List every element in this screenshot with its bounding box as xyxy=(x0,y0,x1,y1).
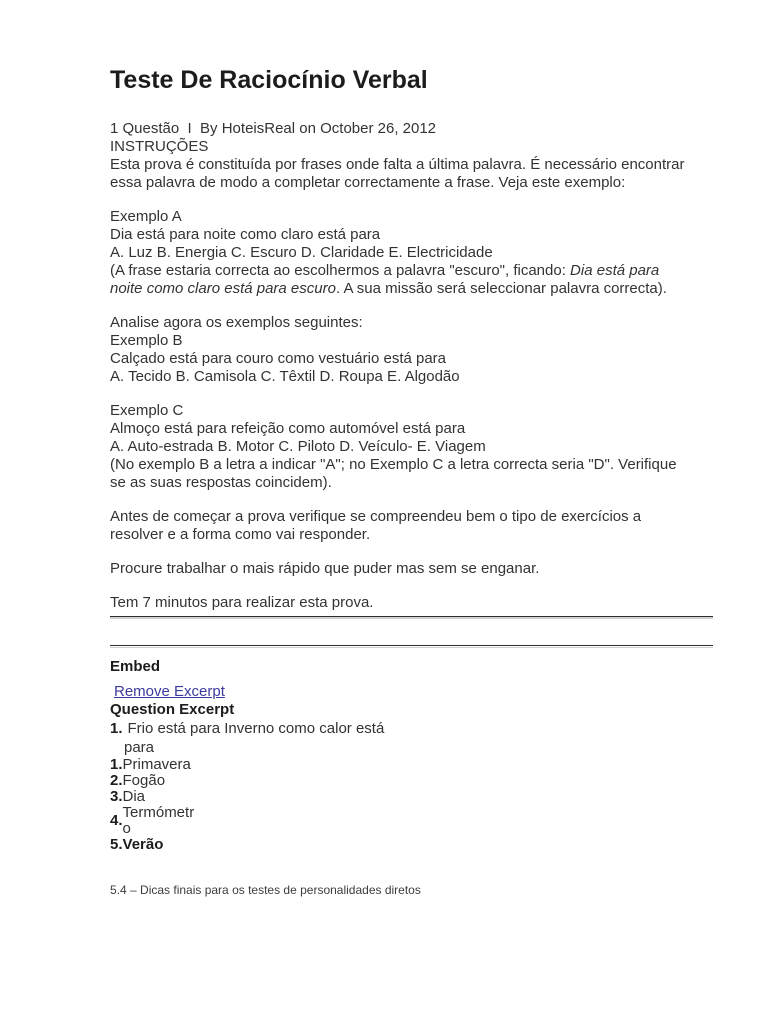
embed-section xyxy=(110,658,713,853)
time-limit-line xyxy=(110,594,713,617)
option-number: 3. xyxy=(110,788,123,805)
option-text-line: o xyxy=(122,820,131,837)
example-a-block xyxy=(110,208,713,298)
footer-note: 5.4 – Dicas finais para os testes de personalidades diretos xyxy=(110,883,421,897)
text-line: Esta prova é constituída por frases onde falta a última palavra. É necessário encontrar xyxy=(110,156,685,173)
example-c-block xyxy=(110,402,713,492)
text-line: Procure trabalhar o mais rápido que puder mas sem se enganar. xyxy=(110,560,540,577)
option-number: 4. xyxy=(110,812,123,829)
text-line: essa palavra de modo a completar correctamente a frase. Veja este exemplo: xyxy=(110,174,626,191)
section-divider xyxy=(110,645,713,646)
example-b-block xyxy=(110,314,713,386)
option-text-line: Termómetr xyxy=(122,804,195,821)
answer-option-2 xyxy=(110,773,713,789)
text-line: A. Tecido B. Camisola C. Têxtil D. Roupa E. Algodão xyxy=(110,368,460,385)
before-start-block xyxy=(110,508,713,544)
text-line: Almoço está para refeição como automóvel está para xyxy=(110,420,466,437)
answer-option-4 xyxy=(110,805,713,837)
text-line: resolver e a forma como vai responder. xyxy=(110,526,371,543)
answer-option-1 xyxy=(110,757,713,773)
instructions-label: INSTRUÇÕES xyxy=(110,138,209,155)
option-text: Verão xyxy=(122,836,164,853)
text-segment-italic: noite como claro está para escuro xyxy=(110,280,336,297)
option-text: Primavera xyxy=(122,756,191,773)
question-excerpt-heading: Question Excerpt xyxy=(110,701,235,718)
option-text xyxy=(123,805,195,837)
text-line xyxy=(110,262,713,280)
text-segment-italic: Dia está para xyxy=(570,262,660,279)
text-line: Analise agora os exemplos seguintes: xyxy=(110,314,363,331)
answer-option-3 xyxy=(110,789,713,805)
option-text: Dia xyxy=(122,788,146,805)
text-line: se as suas respostas coincidem). xyxy=(110,474,332,491)
question-number: 1. xyxy=(110,720,123,737)
question-text-wrap xyxy=(110,738,713,757)
embed-heading: Embed xyxy=(110,658,161,675)
work-fast-block xyxy=(110,560,713,578)
question-text-line: para xyxy=(124,739,155,756)
text-line: A. Luz B. Energia C. Escuro D. Claridade E. Electricidade xyxy=(110,244,493,261)
text-line: Antes de começar a prova verifique se compreendeu bem o tipo de exercícios a xyxy=(110,508,642,525)
option-number: 1. xyxy=(110,756,123,773)
doc-header-block xyxy=(110,120,713,192)
text-line xyxy=(110,280,713,298)
text-line: Calçado está para couro como vestuário está para xyxy=(110,350,447,367)
text-line: Dia está para noite como claro está para xyxy=(110,226,381,243)
text-line: A. Auto-estrada B. Motor C. Piloto D. Veículo- E. Viagem xyxy=(110,438,486,455)
page-title: Teste De Raciocínio Verbal xyxy=(110,66,428,94)
answer-option-5 xyxy=(110,837,713,853)
example-a-heading: Exemplo A xyxy=(110,208,182,225)
doc-byline: 1 Questão I By HoteisReal on October 26, 2012 xyxy=(110,120,437,137)
option-text: Fogão xyxy=(122,772,166,789)
question-text xyxy=(110,719,713,738)
remove-excerpt-link[interactable]: Remove Excerpt xyxy=(114,683,225,700)
option-number: 5. xyxy=(110,836,123,853)
example-b-heading: Exemplo B xyxy=(110,332,183,349)
text-line: Tem 7 minutos para realizar esta prova. xyxy=(110,594,374,611)
example-c-heading: Exemplo C xyxy=(110,402,184,419)
text-segment: (A frase estaria correcta ao escolhermos a palavra "escuro", ficando: xyxy=(110,262,571,279)
text-segment: . A sua missão será seleccionar palavra correcta). xyxy=(335,280,667,297)
question-text-line: Frio está para Inverno como calor está xyxy=(127,720,385,737)
option-number: 2. xyxy=(110,772,123,789)
text-line: (No exemplo B a letra a indicar "A"; no Exemplo C a letra correcta seria "D". Verifique xyxy=(110,456,677,473)
